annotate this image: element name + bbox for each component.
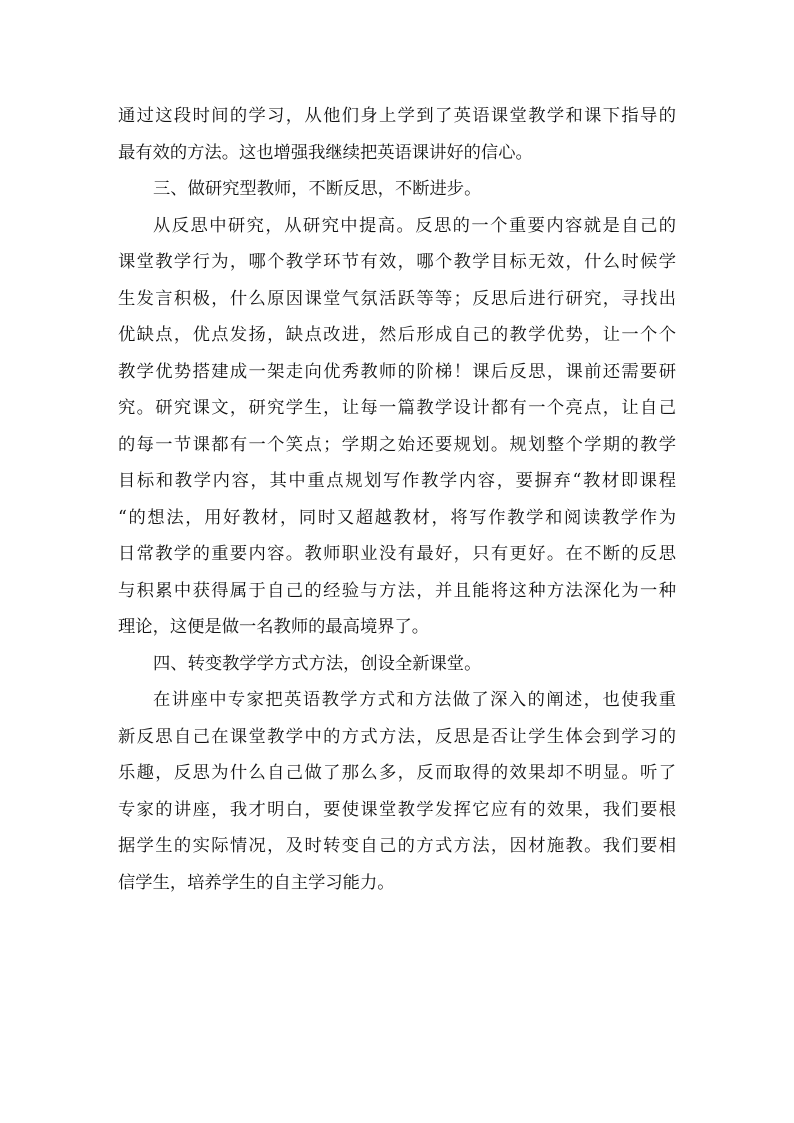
text-line: 教学优势搭建成一架走向优秀教师的阶梯！课后反思，课前还需要研	[118, 361, 676, 382]
text-line: 与积累中获得属于自己的经验与方法，并且能将这种方法深化为一种	[118, 580, 676, 601]
text-line: 专家的讲座，我才明白，要使课堂教学发挥它应有的效果，我们要根	[118, 799, 676, 820]
text-line: 通过这段时间的学习，从他们身上学到了英语课堂教学和课下指导的	[118, 106, 676, 126]
text-line: 据学生的实际情况，及时转变自己的方式方法，因材施教。我们要相	[118, 836, 676, 856]
text-line: “的想法，用好教材，同时又超越教材，将写作教学和阅读教学作为	[118, 507, 676, 528]
text-line: 日常教学的重要内容。教师职业没有最好，只有更好。在不断的反思	[118, 544, 676, 564]
text-line: 课堂教学行为，哪个教学环节有效，哪个教学目标无效，什么时候学	[118, 252, 676, 272]
text-line: 究。研究课文，研究学生，让每一篇教学设计都有一个亮点，让自己	[118, 398, 676, 418]
text-line: 在讲座中专家把英语教学方式和方法做了深入的阐述，也使我重	[153, 690, 676, 710]
text-line: 四、转变教学学方式方法，创设全新课堂。	[153, 653, 482, 674]
text-line: 的每一节课都有一个笑点；学期之始还要规划。规划整个学期的教学	[118, 434, 676, 455]
text-line: 生发言积极，什么原因课堂气氛活跃等等；反思后进行研究，寻找出	[118, 288, 676, 309]
text-line: 优缺点，优点发扬，缺点改进，然后形成自己的教学优势，让一个个	[118, 325, 676, 345]
text-line: 信学生，培养学生的自主学习能力。	[118, 872, 395, 893]
text-line: 最有效的方法。这也增强我继续把英语课讲好的信心。	[118, 142, 533, 163]
text-line: 新反思自己在课堂教学中的方式方法，反思是否让学生体会到学习的	[118, 726, 676, 747]
text-line: 乐趣，反思为什么自己做了那么多，反而取得的效果却不明显。听了	[118, 763, 676, 783]
text-line: 三、做研究型教师，不断反思，不断进步。	[153, 179, 482, 199]
text-line: 理论，这便是做一名教师的最高境界了。	[118, 617, 430, 637]
text-line: 从反思中研究，从研究中提高。反思的一个重要内容就是自己的	[153, 215, 676, 236]
text-line: 目标和教学内容，其中重点规划写作教学内容，要摒弃“教材即课程	[118, 471, 676, 491]
document-body	[118, 98, 676, 901]
